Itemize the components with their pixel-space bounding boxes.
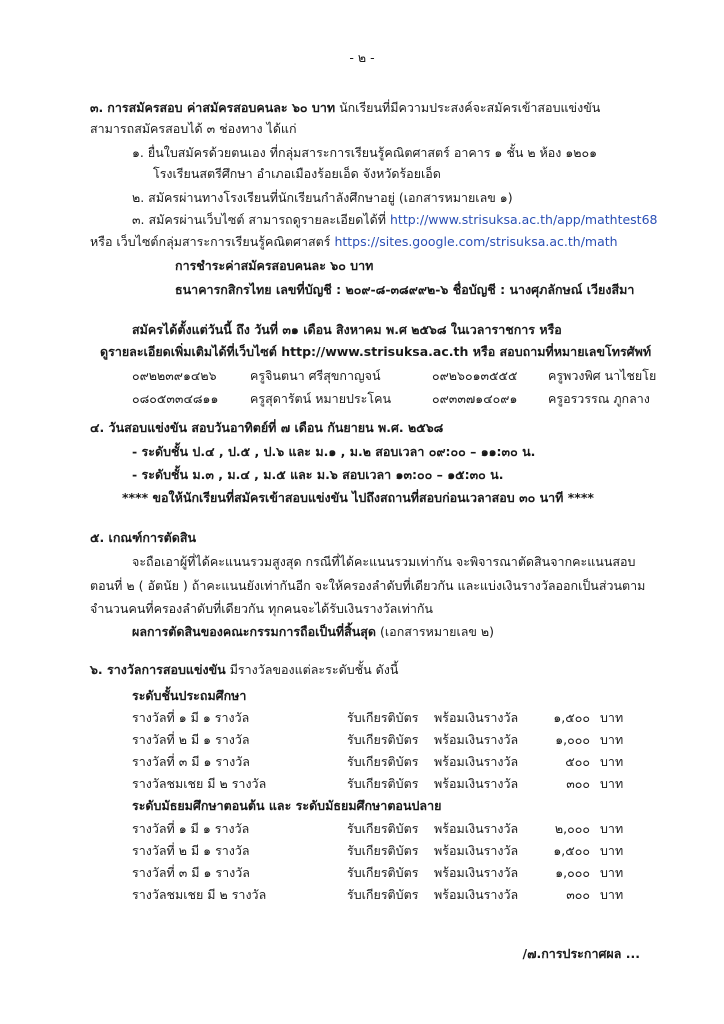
award-cert: รับเกียรติบัตร [347,776,419,791]
contact-name: ครูจินตนา ศรีสุขกาญจน์ [250,368,381,383]
award-label: รางวัลชมเชย มี ๒ รางวัล [132,776,267,791]
next-page-marker: /๗.การประกาศผล ... [522,946,640,961]
criteria-final-rest: (เอกสารหมายเลข ๒) [376,624,495,639]
award-cert: รับเกียรติบัตร [347,732,419,747]
channel-2: ๒. สมัครผ่านทางโรงเรียนที่นักเรียนกำลังศึกษาอยู่ (เอกสารหมายเลข ๑) [132,190,513,205]
channel-1-location: โรงเรียนสตรีศึกษา อำเภอเมืองร้อยเอ็ด จังหวัดร้อยเอ็ด [153,166,441,181]
contact-name: ครูสุดารัตน์ หมายประโคน [250,391,391,406]
award-money: พร้อมเงินรางวัล [434,710,519,725]
award-label: รางวัลที่ ๓ มี ๑ รางวัล [132,865,250,880]
arrival-notice: **** ขอให้นักเรียนที่สมัครเข้าสอบแข่งขัน ไปถึงสถานที่สอบก่อนเวลาสอบ ๓๐ นาที **** [122,490,594,505]
award-cert: รับเกียรติบัตร [347,843,419,858]
award-unit: บาท [600,732,624,747]
section-5-heading: ๕. เกณฑ์การตัดสิน [90,530,197,545]
prize-group-title: ระดับมัธยมศึกษาตอนต้น และ ระดับมัธยมศึกษาตอนปลาย [132,798,442,813]
contact-phone: ๐๘๐๕๓๓๔๘๑๑ [132,391,219,406]
award-amount: ๓๐๐ [566,776,590,791]
channel-3 [132,212,658,228]
award-cert: รับเกียรติบัตร [347,865,419,880]
award-unit: บาท [600,865,624,880]
award-label: รางวัลที่ ๑ มี ๑ รางวัล [132,710,250,725]
award-cert: รับเกียรติบัตร [347,887,419,902]
award-money: พร้อมเงินรางวัล [434,821,519,836]
contact-phone: ๐๙๒๖๐๑๓๕๕๕ [432,368,518,383]
award-amount: ๑,๕๐๐ [553,710,590,725]
section-4-heading: ๔. วันสอบแข่งขัน สอบวันอาทิตย์ที่ ๗ เดือน กันยายน พ.ศ. ๒๕๖๘ [90,420,444,435]
exam-round-1: - ระดับชั้น ป.๔ , ป.๕ , ป.๖ และ ม.๑ , ม.๒ สอบเวลา ๐๙:๐๐ – ๑๑:๓๐ น. [132,444,536,459]
exam-round-2: - ระดับชั้น ม.๓ , ม.๔ , ม.๕ และ ม.๖ สอบเวลา ๑๓:๐๐ – ๑๕:๓๐ น. [132,467,504,482]
criteria-paragraph-2: ตอนที่ ๒ ( อัตนัย ) ถ้าคะแนนยังเท่ากันอีก จะให้ครองลำดับที่เดียวกัน และแบ่งเงินรางวัลออกเป็นส่วนตาม [90,578,646,593]
contact-name: ครูอรวรรณ ภูกลาง [548,391,650,406]
channel-3-text: ๓. สมัครผ่านเว็บไซต์ สามารถดูรายละเอียดได้ที่ [132,212,390,227]
section-3-intro-line2: สามารถสมัครสอบได้ ๓ ช่องทาง ได้แก่ [90,121,297,136]
payment-title: การชำระค่าสมัครสอบคนละ ๖๐ บาท [175,258,374,273]
award-cert: รับเกียรติบัตร [347,821,419,836]
criteria-paragraph-1: จะถือเอาผู้ที่ได้คะแนนรวมสูงสุด กรณีที่ได้คะแนนรวมเท่ากัน จะพิจารณาตัดสินจากคะแนนสอบ [132,554,636,569]
award-label: รางวัลที่ ๑ มี ๑ รางวัล [132,821,250,836]
award-label: รางวัลที่ ๓ มี ๑ รางวัล [132,754,250,769]
contact-phone: ๐๙๒๒๓๙๑๔๒๖ [132,368,217,383]
award-label: รางวัลที่ ๒ มี ๑ รางวัล [132,732,250,747]
award-unit: บาท [600,821,624,836]
award-money: พร้อมเงินรางวัล [434,887,519,902]
contact-phone: ๐๙๓๓๗๑๔๐๙๑ [432,391,518,406]
contact-name: ครูพวงพิศ นาไชยโย [548,368,657,383]
award-unit: บาท [600,887,624,902]
channel-1: ๑. ยื่นใบสมัครด้วยตนเอง ที่กลุ่มสาระการเรียนรู้คณิตศาสตร์ อาคาร ๑ ชั้น ๒ ห้อง ๑๒๐๑ [132,145,598,160]
criteria-paragraph-3: จำนวนคนที่ครองลำดับที่เดียวกัน ทุกคนจะได้รับเงินรางวัลเท่ากัน [90,601,433,616]
award-money: พร้อมเงินรางวัล [434,732,519,747]
award-money: พร้อมเงินรางวัล [434,754,519,769]
math-site-text: หรือ เว็บไซต์กลุ่มสาระการเรียนรู้คณิตศาสตร์ [90,234,335,249]
registration-link[interactable]: http://www.strisuksa.ac.th/app/mathtest68 [390,212,658,227]
award-amount: ๕๐๐ [565,754,590,769]
award-amount: ๑,๐๐๐ [555,865,590,880]
section-3-intro-rest: นักเรียนที่มีความประสงค์จะสมัครเข้าสอบแข่งขัน [335,100,601,115]
award-label: รางวัลที่ ๒ มี ๑ รางวัล [132,843,250,858]
math-site-line [90,234,618,250]
award-unit: บาท [600,710,624,725]
award-cert: รับเกียรติบัตร [347,710,419,725]
award-money: พร้อมเงินรางวัล [434,843,519,858]
award-unit: บาท [600,754,624,769]
award-unit: บาท [600,776,624,791]
section-3-number: ๓. [90,100,104,115]
award-label: รางวัลชมเชย มี ๒ รางวัล [132,887,267,902]
math-site-link[interactable]: https://sites.google.com/strisuksa.ac.th/math [334,234,618,249]
award-amount: ๒,๐๐๐ [554,821,590,836]
section-6-heading-rest: มีรางวัลของแต่ละระดับชั้น ดังนี้ [225,662,399,677]
criteria-final [132,624,494,640]
apply-period: สมัครได้ตั้งแต่วันนี้ ถึง วันที่ ๓๑ เดือน สิงหาคม พ.ศ ๒๕๖๘ ในเวลาราชการ หรือ [132,322,562,337]
section-3-heading: การสมัครสอบ ค่าสมัครสอบคนละ ๖๐ บาท [107,100,336,115]
award-money: พร้อมเงินรางวัล [434,776,519,791]
award-unit: บาท [600,843,624,858]
award-money: พร้อมเงินรางวัล [434,865,519,880]
payment-bank: ธนาคารกสิกรไทย เลขที่บัญชี : ๒๐๙-๘-๓๘๙๙๒-๖ ชื่อบัญชี : นางศุภลักษณ์ เวียงสีมา [175,282,635,297]
prize-group-title: ระดับชั้นประถมศึกษา [132,688,247,703]
page-number: - ๒ - [349,50,375,65]
award-amount: ๑,๐๐๐ [555,732,590,747]
award-cert: รับเกียรติบัตร [347,754,419,769]
section-6-heading [90,662,398,678]
section-6-heading-bold: ๖. รางวัลการสอบแข่งขัน [90,662,226,677]
more-info: ดูรายละเอียดเพิ่มเติมได้ที่เว็บไซต์ http://www.strisuksa.ac.th หรือ สอบถามที่หมายเลขโทรศัพท์ [100,344,652,359]
section-3-intro [90,100,600,116]
criteria-final-bold: ผลการตัดสินของคณะกรรมการถือเป็นที่สิ้นสุด [132,624,377,639]
award-amount: ๑,๕๐๐ [553,843,590,858]
award-amount: ๓๐๐ [566,887,590,902]
